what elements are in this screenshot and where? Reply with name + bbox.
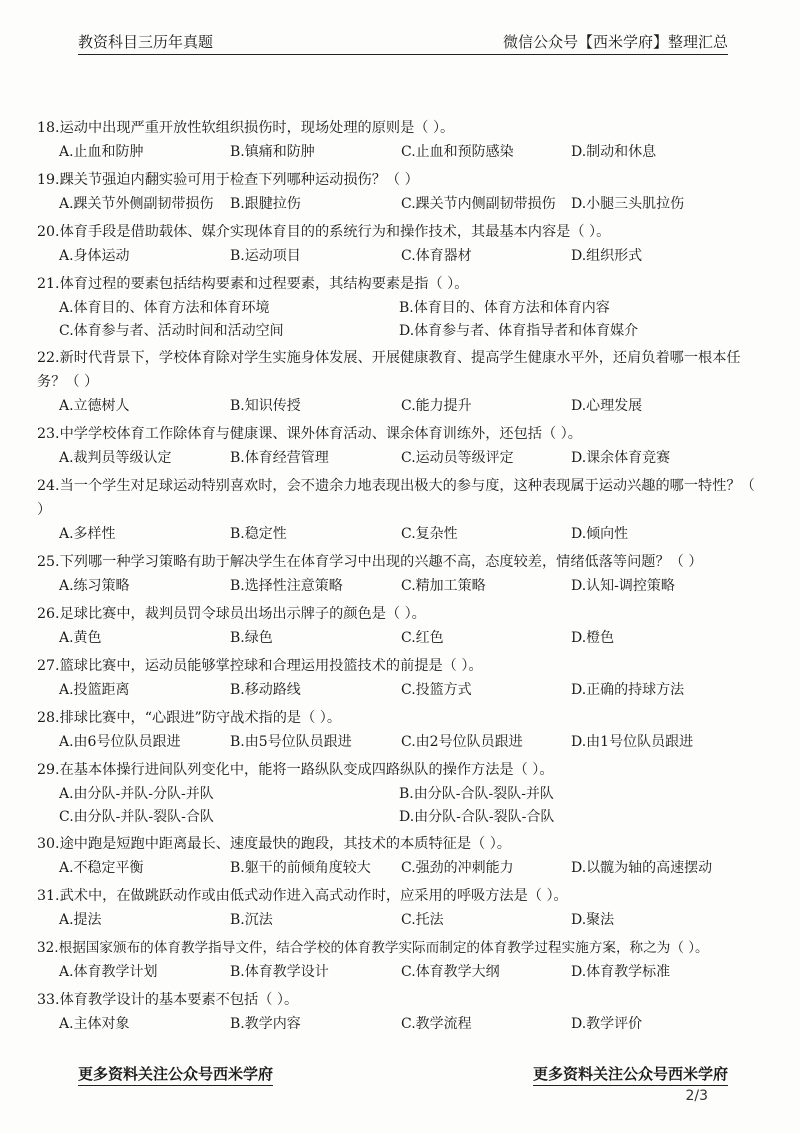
options-21-row1: [37, 296, 757, 319]
option-b: B.绿色: [230, 630, 273, 646]
option-a: A.身体运动: [59, 248, 130, 264]
footer-left-note: 更多资料关注公众号西米学府: [78, 1063, 273, 1086]
option-b: B.移动路线: [230, 682, 301, 698]
option-d: D.体育教学标准: [571, 964, 671, 980]
question-32: 32.根据国家颁布的体育教学指导文件，结合学校的体育教学实际而制定的体育教学过程实施方案，称之为（ ）。: [37, 940, 709, 956]
question-30: 30.途中跑是短跑中距离最长、速度最快的跑段，其技术的本质特征是（ ）。: [37, 836, 511, 852]
option-b: B.由5号位队员跟进: [230, 734, 352, 750]
option-d: D.认知-调控策略: [571, 578, 675, 594]
footer-right-note: 更多资料关注公众号西米学府: [533, 1063, 728, 1086]
option-b: B.体育目的、体育方法和体育内容: [399, 300, 610, 316]
options-28: [37, 730, 757, 757]
question-31: 31.武术中，在做跳跃动作或由低式动作进入高式动作时，应采用的呼吸方法是（ ）。: [37, 888, 568, 904]
option-a: A.立德树人: [59, 398, 130, 414]
option-b: B.选择性注意策略: [230, 578, 343, 594]
options-29-row2: [37, 805, 757, 832]
options-32: [37, 960, 757, 987]
question-29: 29.在基本体操行进间队列变化中，能将一路纵队变成四路纵队的操作方法是（ ）。: [37, 762, 554, 778]
question-18: 18.运动中出现严重开放性软组织损伤时，现场处理的原则是（ ）。: [37, 120, 455, 136]
option-a: A.裁判员等级认定: [59, 450, 172, 466]
options-19: [37, 192, 757, 219]
option-c: C.止血和预防感染: [401, 144, 514, 160]
question-26: 26.足球比赛中，裁判员罚令球员出场出示牌子的颜色是（ ）。: [37, 606, 426, 622]
question-21: 21.体育过程的要素包括结构要素和过程要素，其结构要素是指（ ）。: [37, 276, 469, 292]
question-20: 20.体育手段是借助载体、媒介实现体育目的的系统行为和操作技术，其最基本内容是（ ）。: [37, 224, 611, 240]
option-d: D.以髋为轴的高速摆动: [571, 860, 713, 876]
option-a: A.黄色: [59, 630, 102, 646]
question-list: [37, 116, 757, 1040]
options-26: [37, 626, 757, 653]
option-a: A.体育教学计划: [59, 964, 158, 980]
options-21-row2: [37, 319, 757, 346]
option-a: A.练习策略: [59, 578, 130, 594]
option-b: B.教学内容: [230, 1016, 301, 1032]
option-c: C.精加工策略: [401, 578, 486, 594]
question-28: 28.排球比赛中，“心跟进”防守战术指的是（ ）。: [37, 710, 342, 726]
option-a: A.投篮距离: [59, 682, 130, 698]
question-25: 25.下列哪一种学习策略有助于解决学生在体育学习中出现的兴趣不高，态度较差，情绪低落等问题？（ ）: [37, 554, 703, 570]
option-d: D.倾向性: [571, 526, 629, 542]
option-c: C.托法: [401, 912, 444, 928]
header-right-title: 微信公众号【西米学府】整理汇总: [502, 33, 728, 51]
option-b: B.沉法: [230, 912, 273, 928]
option-b: B.镇痛和防肿: [230, 144, 315, 160]
options-25: [37, 574, 757, 601]
option-c: C.体育器材: [401, 248, 472, 264]
option-b: B.体育经营管理: [230, 450, 329, 466]
options-29-row1: [37, 782, 757, 805]
option-b: B.由分队-合队-裂队-并队: [399, 786, 554, 802]
question-23: 23.中学学校体育工作除体育与健康课、课外体育活动、课余体育训练外，还包括（ ）。: [37, 426, 582, 442]
option-a: A.由分队-并队-分队-并队: [59, 786, 214, 802]
option-d: D.课余体育竞赛: [571, 450, 671, 466]
option-d: D.由分队-合队-裂队-合队: [399, 809, 555, 825]
option-c: C.能力提升: [401, 398, 472, 414]
option-d: D.正确的持球方法: [571, 682, 685, 698]
option-d: D.制动和休息: [571, 144, 657, 160]
option-c: C.红色: [401, 630, 444, 646]
question-33: 33.体育教学设计的基本要素不包括（ ）。: [37, 992, 299, 1008]
question-22: 22.新时代背景下，学校体育除对学生实施身体发展、开展健康教育、提高学生健康水平外，还肩负着哪一根本任务？（ ）: [37, 350, 741, 390]
option-a: A.不稳定平衡: [59, 860, 144, 876]
page-footer: [78, 1063, 728, 1086]
option-c: C.体育教学大纲: [401, 964, 500, 980]
option-d: D.组织形式: [571, 248, 643, 264]
option-a: A.提法: [59, 912, 102, 928]
page-header: [78, 28, 728, 55]
page-number: 2/3: [685, 1088, 708, 1104]
options-18: [37, 140, 757, 167]
option-d: D.心理发展: [571, 398, 643, 414]
option-d: D.橙色: [571, 630, 615, 646]
option-d: D.小腿三头肌拉伤: [571, 196, 685, 212]
options-24: [37, 522, 757, 549]
option-b: B.体育教学设计: [230, 964, 329, 980]
options-33: [37, 1012, 757, 1039]
options-20: [37, 244, 757, 271]
option-a: A.主体对象: [59, 1016, 130, 1032]
option-a: A.多样性: [59, 526, 116, 542]
options-31: [37, 908, 757, 935]
option-c: C.运动员等级评定: [401, 450, 514, 466]
option-b: B.躯干的前倾角度较大: [230, 860, 371, 876]
option-a: A.体育目的、体育方法和体育环境: [59, 300, 270, 316]
option-a: A.止血和防肿: [59, 144, 144, 160]
option-c: C.由分队-并队-裂队-合队: [59, 809, 214, 825]
option-a: A.由6号位队员跟进: [59, 734, 181, 750]
options-30: [37, 856, 757, 883]
option-c: C.由2号位队员跟进: [401, 734, 523, 750]
options-27: [37, 678, 757, 705]
option-c: C.体育参与者、活动时间和活动空间: [59, 323, 284, 339]
option-c: C.教学流程: [401, 1016, 472, 1032]
options-22: [37, 394, 757, 421]
option-c: C.强劲的冲刺能力: [401, 860, 514, 876]
option-c: C.投篮方式: [401, 682, 472, 698]
option-c: C.踝关节内侧副韧带损伤: [401, 196, 556, 212]
header-left-title: 教资科目三历年真题: [78, 33, 214, 51]
options-23: [37, 446, 757, 473]
option-b: B.跟腱拉伤: [230, 196, 301, 212]
option-d: D.教学评价: [571, 1016, 643, 1032]
question-24: 24.当一个学生对足球运动特别喜欢时，会不遗余力地表现出极大的参与度，这种表现属于运动兴趣的哪一特性？（ ）: [37, 478, 755, 518]
question-27: 27.篮球比赛中，运动员能够掌控球和合理运用投篮技术的前提是（ ）。: [37, 658, 483, 674]
option-b: B.稳定性: [230, 526, 287, 542]
option-b: B.运动项目: [230, 248, 301, 264]
option-d: D.体育参与者、体育指导者和体育媒介: [399, 323, 639, 339]
option-d: D.聚法: [571, 912, 615, 928]
question-19: 19.踝关节强迫内翻实验可用于检查下列哪种运动损伤？（ ）: [37, 172, 419, 188]
option-b: B.知识传授: [230, 398, 301, 414]
option-c: C.复杂性: [401, 526, 458, 542]
option-d: D.由1号位队员跟进: [571, 734, 694, 750]
option-a: A.踝关节外侧副韧带损伤: [59, 196, 214, 212]
